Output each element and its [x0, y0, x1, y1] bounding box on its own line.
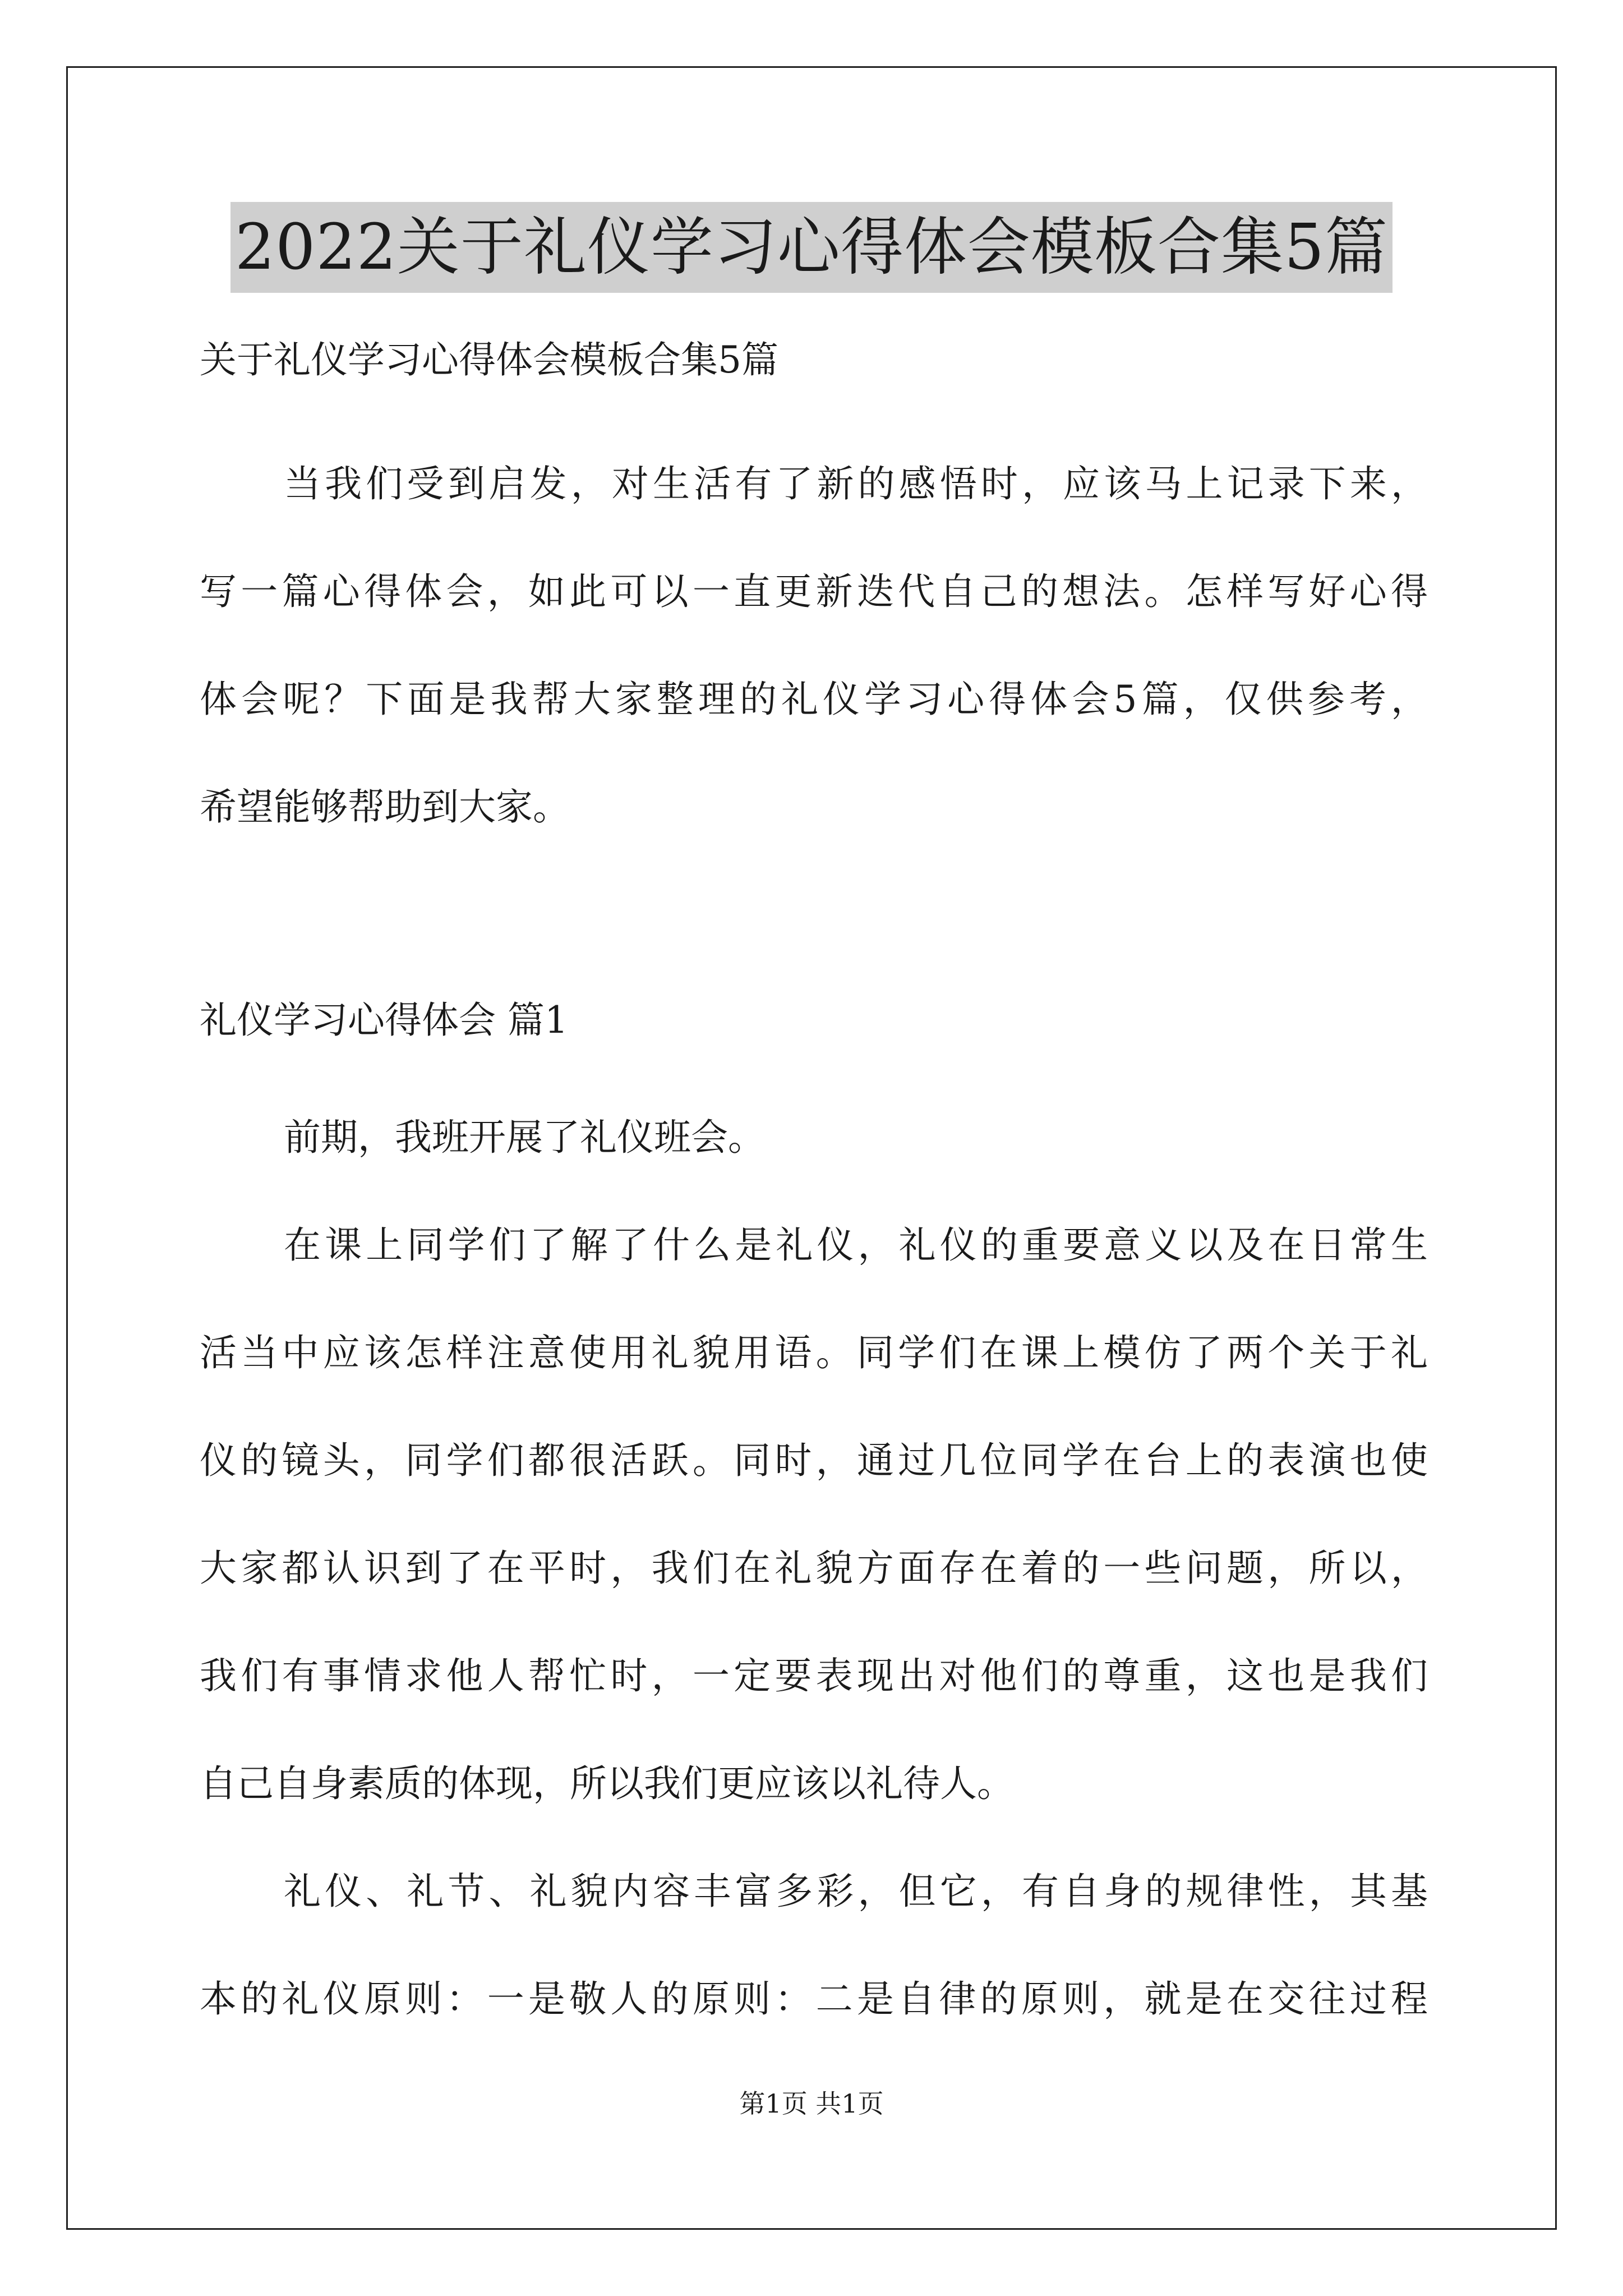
title-wrap [0, 202, 1623, 293]
intro-line-2: 写一篇心得体会，如此可以一直更新迭代自己的想法。怎样写好心得 [200, 570, 1428, 613]
body-line-6: 我们有事情求他人帮忙时，一定要表现出对他们的尊重，这也是我们 [200, 1654, 1428, 1697]
body-line-5: 大家都认识到了在平时，我们在礼貌方面存在着的一些问题，所以， [200, 1547, 1428, 1590]
intro-line-3: 体会呢？下面是我帮大家整理的礼仪学习心得体会5篇，仅供参考， [200, 678, 1428, 721]
page-footer: 第1页 共1页 [739, 2088, 884, 2119]
subtitle-line: 关于礼仪学习心得体会模板合集5篇 [200, 338, 778, 381]
body-line-1: 前期，我班开展了礼仪班会。 [284, 1116, 765, 1159]
body-line-4: 仪的镜头，同学们都很活跃。同时，通过几位同学在台上的表演也使 [200, 1439, 1428, 1482]
body-line-7: 自己自身素质的体现，所以我们更应该以礼待人。 [200, 1762, 1014, 1805]
body-line-3: 活当中应该怎样注意使用礼貌用语。同学们在课上模仿了两个关于礼 [200, 1331, 1428, 1374]
body-line-8: 礼仪、礼节、礼貌内容丰富多彩，但它，有自身的规律性，其基 [284, 1870, 1428, 1913]
document-title: 2022关于礼仪学习心得体会模板合集5篇 [230, 202, 1393, 293]
intro-line-4: 希望能够帮助到大家。 [200, 785, 570, 829]
section-heading-1: 礼仪学习心得体会 篇1 [200, 999, 568, 1042]
body-line-9: 本的礼仪原则：一是敬人的原则：二是自律的原则，就是在交往过程 [200, 1977, 1428, 2021]
body-line-2: 在课上同学们了解了什么是礼仪，礼仪的重要意义以及在日常生 [284, 1223, 1428, 1267]
intro-line-1: 当我们受到启发，对生活有了新的感悟时，应该马上记录下来， [284, 462, 1428, 505]
